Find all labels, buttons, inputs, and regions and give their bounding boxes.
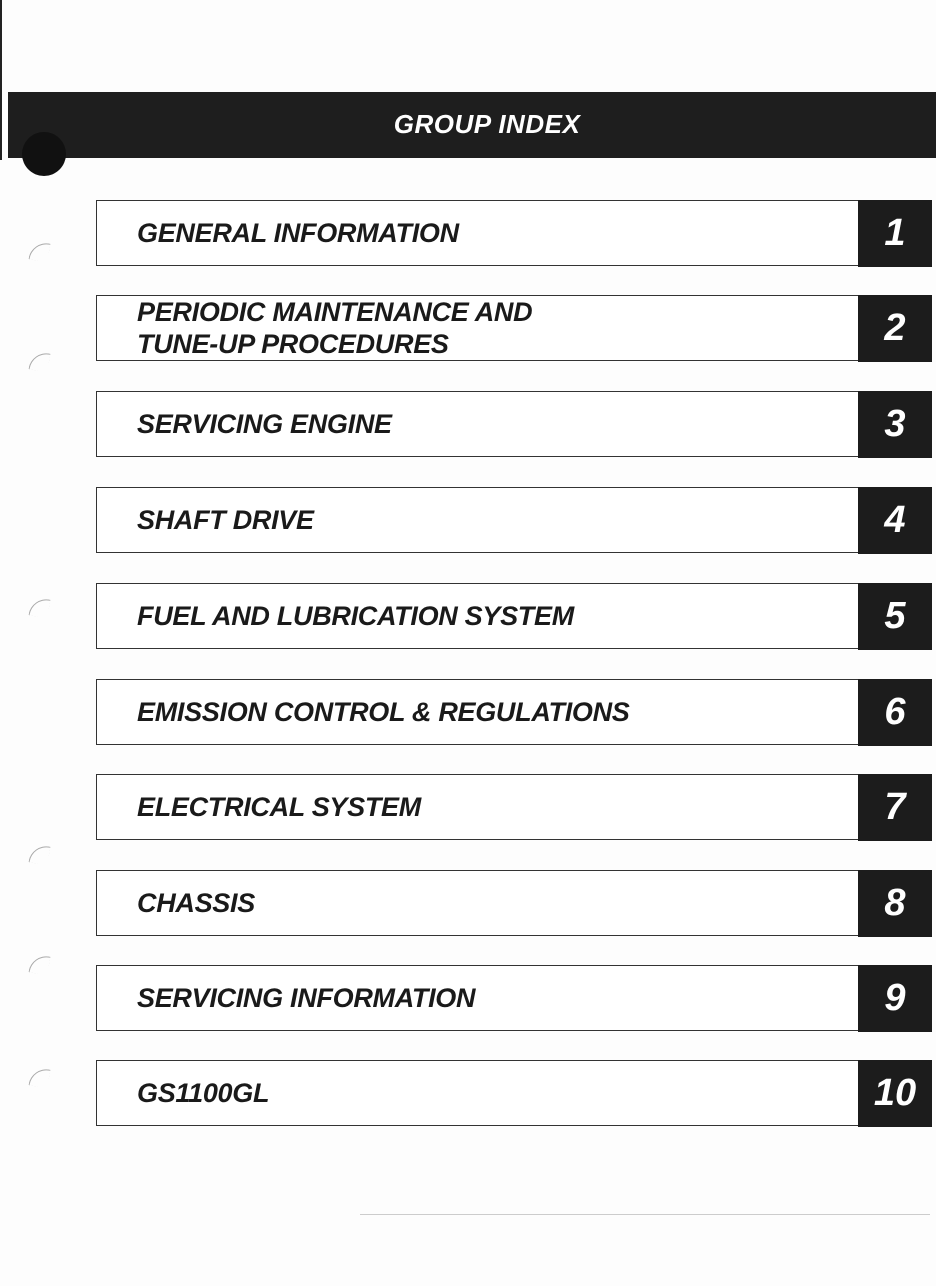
index-tab[interactable] bbox=[858, 295, 932, 362]
index-row-box bbox=[96, 679, 860, 745]
punch-hole-dot bbox=[22, 132, 66, 176]
index-row-chassis[interactable] bbox=[96, 870, 932, 936]
index-row-emission-control[interactable] bbox=[96, 679, 932, 745]
page-edge-line bbox=[0, 0, 2, 160]
index-row-label: SERVICING ENGINE bbox=[137, 409, 392, 439]
index-tab-number: 1 bbox=[884, 212, 906, 254]
binder-hole-mark bbox=[28, 953, 50, 975]
index-row-box bbox=[96, 295, 860, 361]
index-tab-number: 7 bbox=[884, 786, 906, 828]
binder-hole-mark bbox=[28, 350, 50, 372]
index-row-servicing-information[interactable] bbox=[96, 965, 932, 1031]
index-row-general-information[interactable] bbox=[96, 200, 932, 266]
bottom-rule bbox=[360, 1214, 930, 1215]
index-tab-number: 4 bbox=[884, 499, 906, 541]
index-row-box bbox=[96, 774, 860, 840]
binder-hole-mark bbox=[28, 596, 50, 618]
index-tab[interactable] bbox=[858, 870, 932, 937]
index-row-label: CHASSIS bbox=[137, 888, 255, 918]
index-row-label: PERIODIC MAINTENANCE AND TUNE-UP PROCEDURES bbox=[137, 297, 533, 359]
index-row-periodic-maintenance[interactable] bbox=[96, 295, 932, 361]
index-tab[interactable] bbox=[858, 774, 932, 841]
index-row-electrical-system[interactable] bbox=[96, 774, 932, 840]
index-tab[interactable] bbox=[858, 391, 932, 458]
index-row-box bbox=[96, 870, 860, 936]
index-row-label: EMISSION CONTROL & REGULATIONS bbox=[137, 697, 630, 727]
index-tab[interactable] bbox=[858, 679, 932, 746]
index-row-box bbox=[96, 1060, 860, 1126]
group-index-header bbox=[8, 92, 936, 158]
index-row-box bbox=[96, 965, 860, 1031]
index-row-servicing-engine[interactable] bbox=[96, 391, 932, 457]
index-tab-number: 3 bbox=[884, 403, 906, 445]
binder-hole-mark bbox=[28, 843, 50, 865]
index-row-label: GS1100GL bbox=[137, 1078, 270, 1108]
index-tab-number: 8 bbox=[884, 882, 906, 924]
index-row-label: FUEL AND LUBRICATION SYSTEM bbox=[137, 601, 574, 631]
index-tab-number: 6 bbox=[884, 691, 906, 733]
index-row-label: ELECTRICAL SYSTEM bbox=[137, 792, 421, 822]
index-tab[interactable] bbox=[858, 1060, 932, 1127]
index-row-fuel-lubrication[interactable] bbox=[96, 583, 932, 649]
binder-hole-mark bbox=[28, 1066, 50, 1088]
index-tab-number: 10 bbox=[873, 1072, 917, 1114]
page-title: GROUP INDEX bbox=[393, 109, 581, 139]
index-row-box bbox=[96, 583, 860, 649]
index-tab[interactable] bbox=[858, 200, 932, 267]
index-tab[interactable] bbox=[858, 487, 932, 554]
index-row-label: SERVICING INFORMATION bbox=[137, 983, 476, 1013]
index-tab[interactable] bbox=[858, 583, 932, 650]
index-row-shaft-drive[interactable] bbox=[96, 487, 932, 553]
index-row-box bbox=[96, 200, 860, 266]
index-row-label: GENERAL INFORMATION bbox=[137, 218, 459, 248]
index-row-label: SHAFT DRIVE bbox=[137, 505, 314, 535]
index-tab-number: 5 bbox=[884, 595, 906, 637]
index-tab-number: 2 bbox=[884, 307, 906, 349]
binder-hole-mark bbox=[28, 240, 50, 262]
index-row-box bbox=[96, 487, 860, 553]
index-tab[interactable] bbox=[858, 965, 932, 1032]
index-row-gs1100gl[interactable] bbox=[96, 1060, 932, 1126]
index-row-box bbox=[96, 391, 860, 457]
index-tab-number: 9 bbox=[884, 977, 906, 1019]
